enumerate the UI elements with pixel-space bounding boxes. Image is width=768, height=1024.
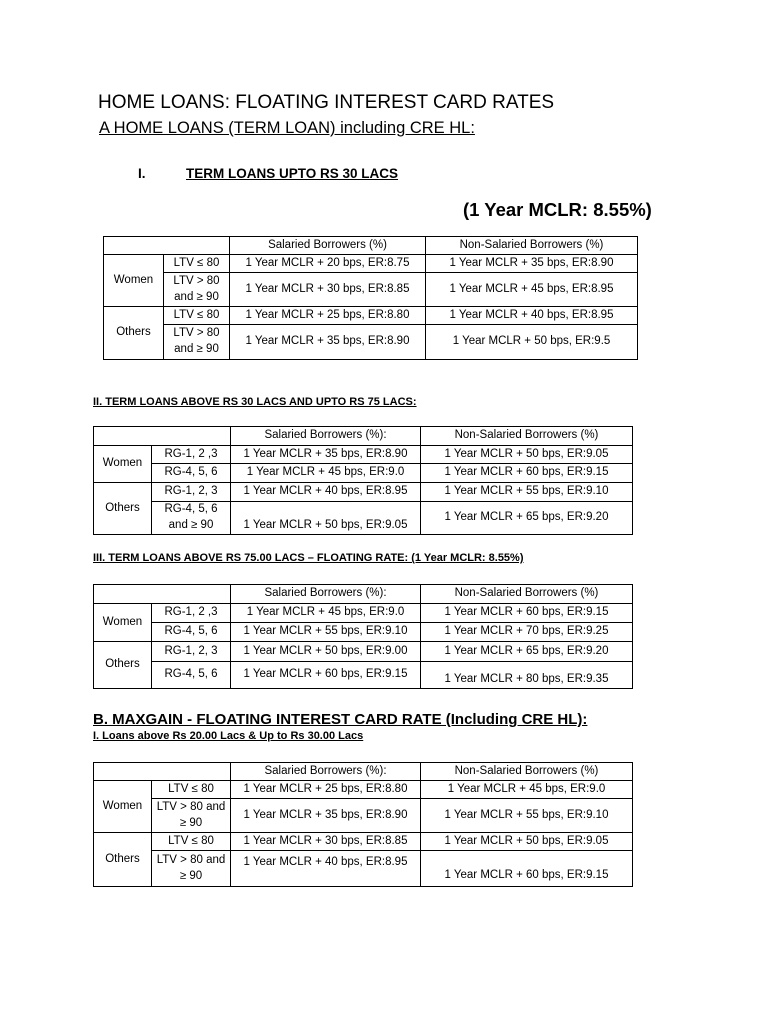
header-blank — [94, 585, 231, 604]
band-cell: LTV > 80 and ≥ 90 — [164, 325, 230, 360]
non-salaried-rate: 1 Year MCLR + 50 bps, ER:9.5 — [426, 325, 638, 360]
page-title: HOME LOANS: FLOATING INTEREST CARD RATES — [98, 92, 555, 113]
header-non-salaried: Non-Salaried Borrowers (%) — [421, 585, 633, 604]
header-salaried: Salaried Borrowers (%): — [231, 763, 421, 781]
salaried-rate: 1 Year MCLR + 50 bps, ER:9.00 — [231, 642, 421, 662]
header-blank — [104, 237, 230, 255]
non-salaried-rate: 1 Year MCLR + 35 bps, ER:8.90 — [426, 255, 638, 273]
salaried-rate: 1 Year MCLR + 30 bps, ER:8.85 — [231, 833, 421, 851]
header-non-salaried: Non-Salaried Borrowers (%) — [426, 237, 638, 255]
band-cell: LTV > 80 and ≥ 90 — [164, 273, 230, 307]
group-women: Women — [104, 255, 164, 307]
band-cell: RG-1, 2, 3 — [152, 642, 231, 662]
section1-title: TERM LOANS UPTO RS 30 LACS — [186, 166, 399, 181]
band-cell: LTV > 80 and ≥ 90 — [152, 851, 231, 887]
salaried-rate: 1 Year MCLR + 40 bps, ER:8.95 — [231, 483, 421, 502]
non-salaried-rate: 1 Year MCLR + 80 bps, ER:9.35 — [421, 662, 633, 689]
section2-title: II. TERM LOANS ABOVE RS 30 LACS AND UPTO RS 75 LACS: — [93, 396, 417, 408]
group-others: Others — [94, 483, 152, 535]
header-blank — [94, 763, 231, 781]
non-salaried-rate: 1 Year MCLR + 60 bps, ER:9.15 — [421, 464, 633, 483]
table-header-row — [94, 427, 633, 446]
band-cell: RG-4, 5, 6 and ≥ 90 — [152, 502, 231, 535]
rate-table-term-loans-above-75 — [93, 584, 633, 689]
band-cell: RG-4, 5, 6 — [152, 464, 231, 483]
salaried-rate: 1 Year MCLR + 25 bps, ER:8.80 — [230, 307, 426, 325]
non-salaried-rate: 1 Year MCLR + 60 bps, ER:9.15 — [421, 604, 633, 623]
salaried-rate: 1 Year MCLR + 45 bps, ER:9.0 — [231, 604, 421, 623]
rate-table-term-loans-30-to-75 — [93, 426, 633, 535]
salaried-rate: 1 Year MCLR + 35 bps, ER:8.90 — [230, 325, 426, 360]
salaried-rate: 1 Year MCLR + 25 bps, ER:8.80 — [231, 781, 421, 799]
salaried-rate: 1 Year MCLR + 40 bps, ER:8.95 — [231, 851, 421, 887]
table-header-row — [94, 763, 633, 781]
salaried-rate: 1 Year MCLR + 35 bps, ER:8.90 — [231, 799, 421, 833]
non-salaried-rate: 1 Year MCLR + 50 bps, ER:9.05 — [421, 833, 633, 851]
non-salaried-rate: 1 Year MCLR + 45 bps, ER:9.0 — [421, 781, 633, 799]
non-salaried-rate: 1 Year MCLR + 55 bps, ER:9.10 — [421, 483, 633, 502]
band-cell: RG-4, 5, 6 — [152, 662, 231, 689]
rate-table-maxgain — [93, 762, 633, 887]
table-row — [94, 604, 633, 623]
section3-title: III. TERM LOANS ABOVE RS 75.00 LACS – FLOATING RATE: (1 Year MCLR: 8.55%) — [93, 552, 524, 564]
header-non-salaried: Non-Salaried Borrowers (%) — [421, 763, 633, 781]
non-salaried-rate: 1 Year MCLR + 55 bps, ER:9.10 — [421, 799, 633, 833]
table-row — [94, 623, 633, 642]
table-header-row — [94, 585, 633, 604]
non-salaried-rate: 1 Year MCLR + 65 bps, ER:9.20 — [421, 642, 633, 662]
table-row — [104, 307, 638, 325]
table-row — [104, 325, 638, 360]
sectionB-title: B. MAXGAIN - FLOATING INTEREST CARD RATE (Including CRE HL): — [93, 711, 588, 728]
table-row — [94, 851, 633, 887]
band-cell: RG-4, 5, 6 — [152, 623, 231, 642]
header-salaried: Salaried Borrowers (%): — [231, 427, 421, 446]
band-cell: LTV ≤ 80 — [164, 255, 230, 273]
salaried-rate: 1 Year MCLR + 50 bps, ER:9.05 — [231, 502, 421, 535]
band-cell: RG-1, 2 ,3 — [152, 446, 231, 464]
non-salaried-rate: 1 Year MCLR + 60 bps, ER:9.15 — [421, 851, 633, 887]
table-row — [94, 502, 633, 535]
group-others: Others — [94, 642, 152, 689]
rate-table-term-loans-upto-30 — [103, 236, 638, 360]
salaried-rate: 1 Year MCLR + 35 bps, ER:8.90 — [231, 446, 421, 464]
band-cell: LTV ≤ 80 — [164, 307, 230, 325]
group-women: Women — [94, 604, 152, 642]
salaried-rate: 1 Year MCLR + 30 bps, ER:8.85 — [230, 273, 426, 307]
table-row — [94, 464, 633, 483]
group-others: Others — [94, 833, 152, 887]
band-cell: LTV ≤ 80 — [152, 781, 231, 799]
table-row — [94, 833, 633, 851]
non-salaried-rate: 1 Year MCLR + 65 bps, ER:9.20 — [421, 502, 633, 535]
group-others: Others — [104, 307, 164, 360]
salaried-rate: 1 Year MCLR + 60 bps, ER:9.15 — [231, 662, 421, 689]
table-row — [94, 799, 633, 833]
table-row — [104, 273, 638, 307]
table-header-row — [104, 237, 638, 255]
table-row — [94, 483, 633, 502]
sectionB-subtitle: I. Loans above Rs 20.00 Lacs & Up to Rs 30.00 Lacs — [93, 730, 364, 742]
non-salaried-rate: 1 Year MCLR + 45 bps, ER:8.95 — [426, 273, 638, 307]
table-row — [94, 781, 633, 799]
group-women: Women — [94, 781, 152, 833]
header-non-salaried: Non-Salaried Borrowers (%) — [421, 427, 633, 446]
salaried-rate: 1 Year MCLR + 55 bps, ER:9.10 — [231, 623, 421, 642]
salaried-rate: 1 Year MCLR + 45 bps, ER:9.0 — [231, 464, 421, 483]
salaried-rate: 1 Year MCLR + 20 bps, ER:8.75 — [230, 255, 426, 273]
non-salaried-rate: 1 Year MCLR + 40 bps, ER:8.95 — [426, 307, 638, 325]
section1-number: I. — [138, 166, 146, 181]
page-subtitle: A HOME LOANS (TERM LOAN) including CRE HL: — [99, 119, 475, 137]
mclr-note: (1 Year MCLR: 8.55%) — [463, 199, 652, 220]
band-cell: LTV ≤ 80 — [152, 833, 231, 851]
band-cell: LTV > 80 and ≥ 90 — [152, 799, 231, 833]
header-salaried: Salaried Borrowers (%) — [230, 237, 426, 255]
table-row — [94, 642, 633, 662]
band-cell: RG-1, 2, 3 — [152, 483, 231, 502]
table-row — [94, 446, 633, 464]
header-blank — [94, 427, 231, 446]
non-salaried-rate: 1 Year MCLR + 50 bps, ER:9.05 — [421, 446, 633, 464]
table-row — [104, 255, 638, 273]
table-row — [94, 662, 633, 689]
non-salaried-rate: 1 Year MCLR + 70 bps, ER:9.25 — [421, 623, 633, 642]
band-cell: RG-1, 2 ,3 — [152, 604, 231, 623]
group-women: Women — [94, 446, 152, 483]
header-salaried: Salaried Borrowers (%): — [231, 585, 421, 604]
